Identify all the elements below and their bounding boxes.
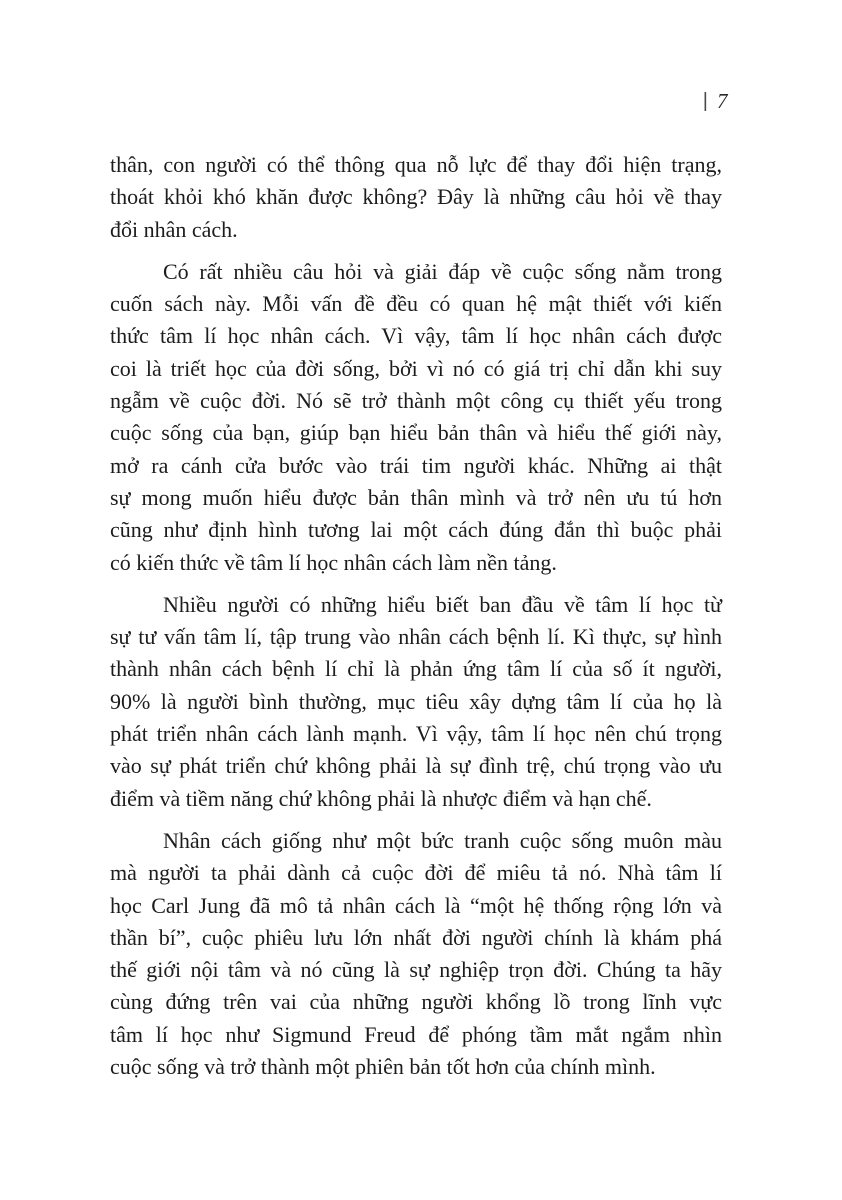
text-line	[110, 482, 722, 514]
text-line-content: mà người ta phải dành cả cuộc đời để miêu tả nó. Nhà tâm lí	[110, 860, 722, 886]
text-line-content: thế giới nội tâm và nó cũng là sự nghiệp trọn đời. Chúng ta hãy	[110, 957, 722, 983]
text-line	[110, 547, 722, 579]
text-line	[110, 857, 722, 889]
text-line-content: thân, con người có thể thông qua nỗ lực để thay đổi hiện trạng,	[110, 152, 722, 177]
text-line-content: vào sự phát triển chứ không phải là sự đình trệ, chú trọng vào ưu	[110, 753, 722, 779]
text-line	[110, 718, 722, 750]
text-line	[110, 149, 722, 181]
text-line	[110, 214, 722, 246]
text-line	[110, 181, 722, 213]
text-line	[110, 385, 722, 417]
text-line	[110, 256, 722, 288]
text-line-content: cũng như định hình tương lai một cách đúng đắn thì buộc phải	[110, 517, 722, 543]
text-line	[110, 288, 722, 320]
text-line	[110, 890, 722, 922]
text-line-content: Có rất nhiều câu hỏi và giải đáp về cuộc sống nằm trong	[163, 258, 722, 284]
text-line	[110, 954, 722, 986]
text-line-content: sự tư vấn tâm lí, tập trung vào nhân cách bệnh lí. Kì thực, sự hình	[110, 624, 722, 650]
text-line-content: có kiến thức về tâm lí học nhân cách làm nền tảng.	[110, 549, 557, 575]
text-line	[110, 686, 722, 718]
text-line-content: Nhiều người có những hiểu biết ban đầu về tâm lí học từ	[163, 591, 722, 617]
text-line	[110, 320, 722, 352]
text-line	[110, 1051, 722, 1083]
paragraph	[110, 825, 722, 1083]
text-line-content: học Carl Jung đã mô tả nhân cách là “một hệ thống rộng lớn và	[110, 892, 722, 918]
text-line-content: Nhân cách giống như một bức tranh cuộc sống muôn màu	[163, 827, 722, 853]
page-body	[110, 149, 722, 1083]
text-line-content: 90% là người bình thường, mục tiêu xây dựng tâm lí của họ là	[110, 688, 722, 714]
text-line-content: điểm và tiềm năng chứ không phải là nhược điểm và hạn chế.	[110, 785, 652, 811]
text-line	[110, 783, 722, 815]
paragraph	[110, 149, 722, 246]
text-line	[110, 922, 722, 954]
text-line	[110, 750, 722, 782]
text-line-content: cuộc sống của bạn, giúp bạn hiểu bản thân và hiểu thế giới này,	[110, 420, 722, 446]
text-line-content: mở ra cánh cửa bước vào trái tim người khác. Những ai thật	[110, 452, 722, 478]
text-line-content: cuộc sống và trở thành một phiên bản tốt hơn của chính mình.	[110, 1054, 656, 1080]
text-line-content: phát triển nhân cách lành mạnh. Vì vậy, tâm lí học nên chú trọng	[110, 721, 722, 747]
text-line-content: cùng đứng trên vai của những người khổng lồ trong lĩnh vực	[110, 989, 722, 1015]
text-line	[110, 589, 722, 621]
text-line-content: đổi nhân cách.	[110, 216, 238, 242]
text-line	[110, 450, 722, 482]
text-line-content: thành nhân cách bệnh lí chỉ là phản ứng tâm lí của số ít người,	[110, 656, 722, 682]
text-line	[110, 1019, 722, 1051]
text-line-content: thức tâm lí học nhân cách. Vì vậy, tâm lí học nhân cách được	[110, 323, 722, 349]
text-line	[110, 417, 722, 449]
paragraph	[110, 256, 722, 579]
page-header	[110, 88, 728, 115]
page-number-separator: |	[702, 90, 708, 112]
text-line	[110, 986, 722, 1018]
text-line-content: sự mong muốn hiểu được bản thân mình và trở nên ưu tú hơn	[110, 484, 722, 510]
text-line-content: ngẫm về cuộc đời. Nó sẽ trở thành một công cụ thiết yếu trong	[110, 388, 722, 414]
text-line-content: thoát khỏi khó khăn được không? Đây là những câu hỏi về thay	[110, 184, 722, 210]
text-line	[110, 514, 722, 546]
text-line	[110, 621, 722, 653]
text-line-content: cuốn sách này. Mỗi vấn đề đều có quan hệ mật thiết với kiến	[110, 291, 722, 317]
text-line-content: coi là triết học của đời sống, bởi vì nó có giá trị chỉ dẫn khi suy	[110, 355, 722, 381]
text-line-content: tâm lí học như Sigmund Freud để phóng tầm mắt ngắm nhìn	[110, 1021, 722, 1047]
text-line-content: thần bí”, cuộc phiêu lưu lớn nhất đời người chính là khám phá	[110, 924, 722, 950]
paragraph	[110, 589, 722, 815]
text-line	[110, 825, 722, 857]
text-line	[110, 653, 722, 685]
text-line	[110, 353, 722, 385]
page-number: 7	[717, 89, 728, 113]
